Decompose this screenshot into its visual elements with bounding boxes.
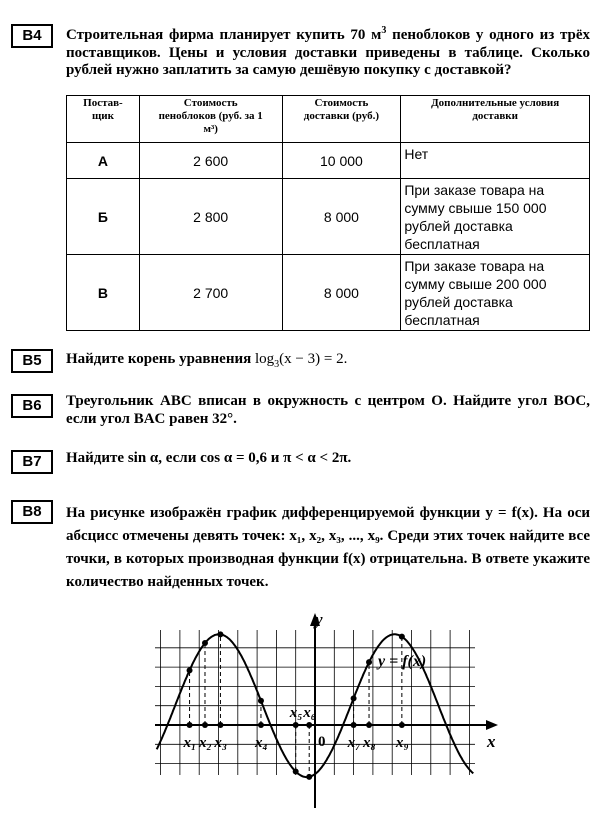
task-text-b8: На рисунке изображён график дифференцируемой функции y = f(x). На оси абсцисс отмечены девять точек: x₁, x₂, x₃, ..., x₉. Среди этих точек найдите все точки, в которых производная функции f(x) отрицательна. В ответе укажите количество найденных точек. bbox=[66, 505, 590, 590]
table-cell: А bbox=[67, 143, 140, 179]
task-text-b7: Найдите sin α, если cos α = 0,6 и π < α < 2π. bbox=[66, 450, 352, 466]
point-label: x₇ bbox=[347, 735, 361, 751]
y-axis-label: y bbox=[315, 610, 323, 629]
table-header: Постав-щик bbox=[67, 96, 140, 143]
axis-point bbox=[217, 722, 223, 728]
point-label: x₂ bbox=[198, 735, 212, 751]
table-cell: Б bbox=[67, 179, 140, 255]
x-axis-label: x bbox=[487, 732, 496, 751]
table-cell: При заказе товара на сумму свыше 150 000 рублей доставка бесплатная bbox=[401, 179, 590, 255]
b4-text-before: Строительная фирма планирует купить 70 м bbox=[66, 27, 382, 43]
axis-point bbox=[258, 722, 264, 728]
task-label-b8: B8 bbox=[11, 500, 53, 524]
curve-point bbox=[293, 769, 299, 775]
table-cell: В bbox=[67, 255, 140, 331]
point-label: x₄ bbox=[254, 735, 268, 751]
table-cell: 8 000 bbox=[282, 179, 401, 255]
point-label: x₃ bbox=[214, 735, 228, 751]
task-label-b7: B7 bbox=[11, 450, 53, 474]
table-row bbox=[67, 143, 590, 179]
b5-log: log bbox=[254, 351, 275, 367]
point-label: x₆ bbox=[303, 705, 316, 721]
table-cell: 8 000 bbox=[282, 255, 401, 331]
curve-point bbox=[202, 640, 208, 646]
point-label: x₈ bbox=[363, 735, 376, 751]
table-header: Стоимость пеноблоков (руб. за 1 м³) bbox=[139, 96, 282, 143]
table-cell: При заказе товара на сумму свыше 200 000 рублей доставка бесплатная bbox=[401, 255, 590, 331]
curve-point bbox=[306, 774, 312, 780]
task-text-b4 bbox=[66, 22, 590, 80]
origin-label: 0 bbox=[318, 734, 326, 750]
axis-point bbox=[351, 722, 357, 728]
curve-point bbox=[258, 698, 264, 704]
axis-point bbox=[306, 722, 312, 728]
function-graph bbox=[150, 610, 500, 810]
axis-point bbox=[187, 722, 193, 728]
curve-point bbox=[366, 659, 372, 665]
table-cell: Нет bbox=[401, 143, 590, 179]
curve-point bbox=[399, 634, 405, 640]
table-header-row bbox=[67, 96, 590, 143]
table-cell: 2 600 bbox=[139, 143, 282, 179]
table-row bbox=[67, 255, 590, 331]
b5-text: Найдите корень уравнения bbox=[66, 351, 252, 367]
curve-point bbox=[187, 667, 193, 673]
curve-point bbox=[351, 695, 357, 701]
task-label-b6: B6 bbox=[11, 394, 53, 418]
table-cell: 2 800 bbox=[139, 179, 282, 255]
point-label: x₁ bbox=[183, 735, 197, 751]
task-label-b4: B4 bbox=[11, 24, 53, 48]
suppliers-table bbox=[66, 95, 590, 331]
axis-point bbox=[293, 722, 299, 728]
table-header: Дополнительные условия доставки bbox=[401, 96, 590, 143]
b4-text-after: пеноблоков у одного из трёх поставщиков. Цены и условия доставки приведены в таблице. Сколько рублей нужно заплатить за самую дешёвую покупку с доставкой? bbox=[66, 27, 590, 78]
b5-equation: (x − 3) = 2. bbox=[279, 351, 348, 367]
b4-exponent: 3 bbox=[381, 25, 387, 36]
axis-point bbox=[399, 722, 405, 728]
task-label-b5: B5 bbox=[11, 349, 53, 373]
table-header: Стоимость доставки (руб.) bbox=[282, 96, 401, 143]
function-label: y = f(x) bbox=[378, 653, 427, 670]
point-label: x₅ bbox=[289, 705, 303, 721]
axis-point bbox=[202, 722, 208, 728]
x-axis-arrow bbox=[486, 720, 498, 730]
task-text-b6: Треугольник ABC вписан в окружность с центром O. Найдите угол BOC, если угол BAC равен 32°. bbox=[66, 393, 590, 427]
table-row bbox=[67, 179, 590, 255]
task-text-b5 bbox=[66, 351, 590, 374]
point-label: x₉ bbox=[395, 735, 409, 751]
table-cell: 2 700 bbox=[139, 255, 282, 331]
curve-point bbox=[217, 631, 223, 637]
b5-log-base: 3 bbox=[274, 359, 280, 370]
table-cell: 10 000 bbox=[282, 143, 401, 179]
axis-point bbox=[366, 722, 372, 728]
